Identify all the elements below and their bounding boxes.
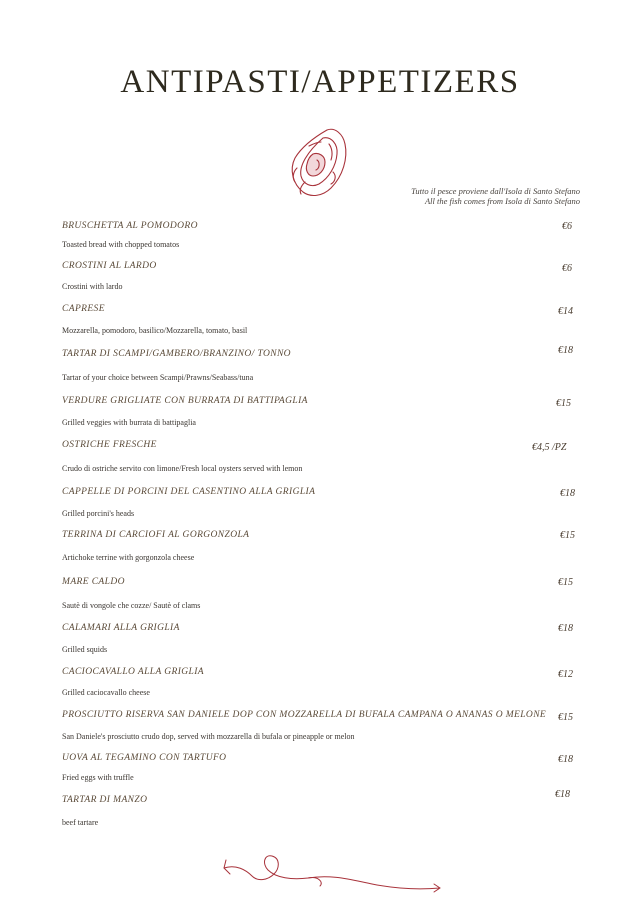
menu-item-price: €15	[558, 712, 573, 723]
menu-item-description: Mozzarella, pomodoro, basilico/Mozzarella, tomato, basil	[62, 326, 248, 335]
menu-item	[62, 440, 582, 473]
menu-item-price: €18	[558, 623, 573, 634]
menu-item-name: VERDURE GRIGLIATE CON BURRATA DI BATTIPAGLIA	[62, 396, 308, 406]
menu-item-description: Grilled porcini's heads	[62, 509, 135, 518]
menu-item	[62, 667, 582, 697]
menu-item-description: Grilled squids	[62, 645, 108, 654]
menu-item-description: San Daniele's prosciutto crudo dop, served with mozzarella di bufala or pineapple or melon	[62, 732, 355, 741]
menu-item-description: Grilled veggies with burrata di battipaglia	[62, 418, 196, 427]
menu-item	[62, 221, 582, 249]
menu-item-price: €15	[558, 577, 573, 588]
menu-item-description: Grilled caciocavallo cheese	[62, 688, 150, 697]
menu-item-price: €12	[558, 669, 573, 680]
menu-item-price: €18	[558, 345, 573, 356]
menu-item-name: MARE CALDO	[62, 577, 125, 587]
menu-item-name: OSTRICHE FRESCHE	[62, 440, 157, 450]
menu-item-name: UOVA AL TEGAMINO CON TARTUFO	[62, 753, 227, 763]
menu-item-description: Fried eggs with truffle	[62, 773, 134, 782]
menu-item-name: TARTAR DI SCAMPI/GAMBERO/BRANZINO/ TONNO	[62, 349, 291, 359]
menu-item-price: €6	[562, 263, 572, 274]
menu-item-name: BRUSCHETTA AL POMODORO	[62, 221, 198, 231]
menu-item	[62, 345, 582, 382]
menu-item-name: CALAMARI ALLA GRIGLIA	[62, 623, 180, 633]
menu-item-name: TARTAR DI MANZO	[62, 795, 148, 805]
menu-item-description: Artichoke terrine with gorgonzola cheese	[62, 553, 195, 562]
menu-item	[62, 789, 582, 827]
menu-item-description: Crudo di ostriche servito con limone/Fresh local oysters served with lemon	[62, 464, 303, 473]
menu-item	[62, 623, 582, 654]
menu-item-price: €15	[560, 530, 575, 541]
menu-item	[62, 304, 582, 335]
menu-item	[62, 577, 582, 610]
menu-item-description: beef tartare	[62, 818, 99, 827]
menu-item	[62, 530, 582, 562]
menu-item-name: CAPRESE	[62, 304, 105, 314]
menu-item	[62, 261, 582, 291]
menu-item-price: €18	[555, 789, 570, 800]
menu-item-price: €15	[556, 398, 571, 409]
menu-item-description: Toasted bread with chopped tomatos	[62, 240, 180, 249]
menu-item-description: Crostini with lardo	[62, 282, 123, 291]
menu-item-name: TERRINA DI CARCIOFI AL GORGONZOLA	[62, 530, 250, 540]
menu-item	[62, 396, 582, 427]
menu-item-price: €4,5 /PZ	[532, 442, 567, 453]
menu-item-name: PROSCIUTTO RISERVA SAN DANIELE DOP CON MOZZARELLA DI BUFALA CAMPANA O ANANAS O MELONE	[62, 710, 547, 720]
menu-item	[62, 487, 582, 518]
oyster-illustration	[283, 124, 355, 200]
menu-item-name: CACIOCAVALLO ALLA GRIGLIA	[62, 667, 205, 677]
menu-item-name: CROSTINI AL LARDO	[62, 261, 157, 271]
fish-source-english: All the fish comes from Isola di Santo Stefano	[424, 196, 580, 206]
menu-item-price: €14	[558, 306, 573, 317]
flourish-ornament	[222, 846, 444, 896]
menu-item-price: €18	[558, 754, 573, 765]
fish-source-italian: Tutto il pesce proviene dall'Isola di Santo Stefano	[411, 186, 580, 196]
menu-item	[62, 710, 582, 741]
menu-item-description: Sautè di vongole che cozze/ Sautè of clams	[62, 601, 201, 610]
menu-item-description: Tartar of your choice between Scampi/Prawns/Seabass/tuna	[62, 373, 254, 382]
fish-source-note	[411, 186, 580, 206]
menu-item-name: CAPPELLE DI PORCINI DEL CASENTINO ALLA GRIGLIA	[62, 487, 316, 497]
menu-item-price: €18	[560, 488, 575, 499]
page-title: ANTIPASTI/APPETIZERS	[120, 64, 520, 100]
menu-item-price: €6	[562, 221, 572, 232]
menu-item	[62, 753, 582, 782]
